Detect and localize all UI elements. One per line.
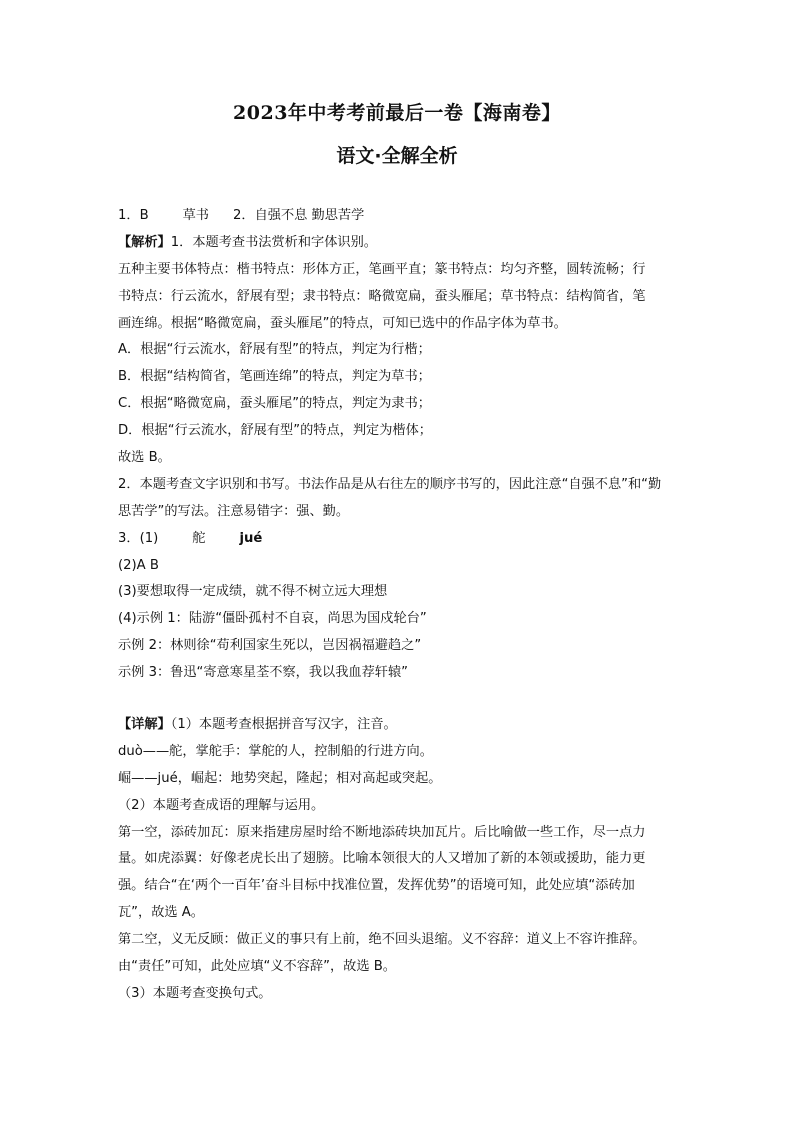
q1-number: 1．B <box>118 208 149 223</box>
q3-line: (4)示例 1：陆游“僵卧孤村不自哀，尚思为国戍轮台” <box>118 611 427 627</box>
analysis-line: 2．本题考查文字识别和书写。书法作品是从右往左的顺序书写的，因此注意“自强不息”和“勤 <box>118 476 662 492</box>
detail-line: duò——舵，掌舵手：掌舵的人，控制船的行进方向。 <box>118 743 433 759</box>
analysis-line: 书特点：行云流水，舒展有型；隶书特点：略微宽扁，蚕头雁尾；草书特点：结构简省，笔 <box>118 288 646 304</box>
detail-line: 第二空，义无反顾：做正义的事只有上前，绝不回头退缩。义不容辞：道义上不容许推辞。 <box>118 932 646 948</box>
q3-answer-line <box>118 526 678 553</box>
analysis-option-b: B．根据“结构简省，笔画连绵”的特点，判定为草书； <box>118 369 431 385</box>
q2-number: 2． <box>233 208 255 223</box>
q3-number: 3．(1) <box>118 530 159 546</box>
detail-line: （3）本题考查变换句式。 <box>118 985 272 1001</box>
detail-line: 第一空，添砖加瓦：原来指建房屋时给不断地添砖块加瓦片。后比喻做一些工作，尽一点力 <box>118 824 646 840</box>
q3-line: (3)要想取得一定成绩，就不得不树立远大理想 <box>118 584 388 600</box>
q2-answer: 自强不息 勤思苦学 <box>254 208 365 223</box>
q3-line: 示例 3：鲁迅“寄意寒星荃不察，我以我血荐轩辕” <box>118 665 408 681</box>
detail-line: 量。如虎添翼：好像老虎长出了翅膀。比喻本领很大的人又增加了新的本领或援助，能力更 <box>118 851 646 867</box>
answer-body <box>118 203 678 1008</box>
detail-line: 由“责任”可知，此处应填“义不容辞”，故选 B。 <box>118 959 396 975</box>
detail-line: 瓦”，故选 A。 <box>118 905 204 921</box>
analysis-line <box>118 230 678 257</box>
analysis-option-d: D．根据“行云流水，舒展有型”的特点，判定为楷体； <box>118 423 432 439</box>
answer-key-line <box>118 203 678 230</box>
detail-label: 【详解】 <box>118 717 171 733</box>
detail-line: 崛——jué，崛起：地势突起，隆起；相对高起或突起。 <box>118 770 442 786</box>
detail-line <box>118 712 678 739</box>
q3-line: (2)A B <box>118 557 159 573</box>
analysis-line: 五种主要书体特点：楷书特点：形体方正，笔画平直；篆书特点：均匀齐整，圆转流畅；行 <box>118 261 646 277</box>
analysis-line: 思苦学”的写法。注意易错字：强、勤。 <box>118 503 350 519</box>
q3-answer-1: 舵 <box>192 530 206 546</box>
analysis-text: 1．本题考查书法赏析和字体识别。 <box>170 234 377 250</box>
page-subtitle: 语文·全解全析 <box>336 145 458 167</box>
analysis-option-a: A．根据“行云流水，舒展有型”的特点，判定为行楷； <box>118 342 431 358</box>
analysis-option-c: C．根据“略微宽扁，蚕头雁尾”的特点，判定为隶书； <box>118 396 431 412</box>
detail-line: 强。结合“在‘两个一百年’奋斗目标中找准位置，发挥优势”的语境可知，此处应填“添砖加 <box>118 878 635 894</box>
q3-line: 示例 2：林则徐“苟利国家生死以，岂因祸福避趋之” <box>118 638 422 654</box>
analysis-conclusion: 故选 B。 <box>118 450 171 466</box>
analysis-line: 画连绵。根据“略微宽扁，蚕头雁尾”的特点，可知已选中的作品字体为草书。 <box>118 315 567 331</box>
page-title: 2023年中考考前最后一卷【海南卷】 <box>233 102 561 124</box>
detail-text: （1）本题考查根据拼音写汉字，注音。 <box>170 717 397 733</box>
detail-line: （2）本题考查成语的理解与运用。 <box>118 797 325 813</box>
q3-answer-2: jué <box>239 530 263 546</box>
q1-answer: 草书 <box>182 208 209 223</box>
analysis-label: 【解析】 <box>118 234 171 250</box>
